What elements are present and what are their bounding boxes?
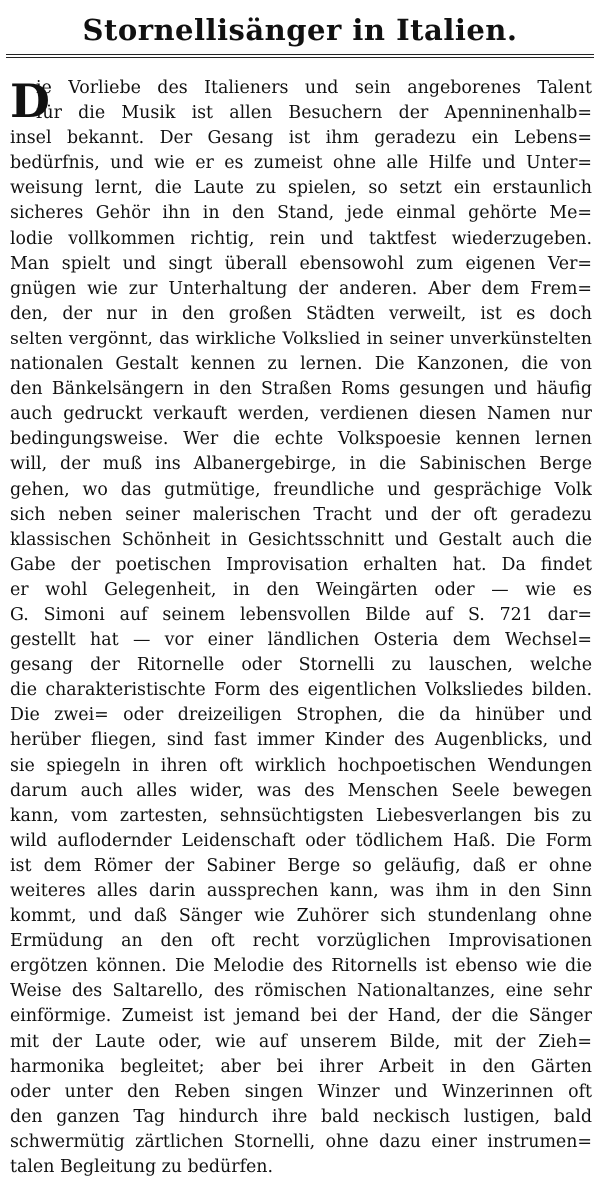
body-line: insel bekannt. Der Gesang ist ihm geradezu ein Lebens=: [10, 128, 592, 149]
body-line: den ganzen Tag hindurch ihre bald neckisch lustigen, bald: [10, 1106, 592, 1127]
body-line: oder unter den Reben singen Winzer und Winzerinnen oft: [10, 1081, 592, 1102]
body-line: ergötzen können. Die Melodie des Ritornells ist ebenso wie die: [10, 956, 592, 977]
body-line: bedürfnis, und wie er es zumeist ohne alle Hilfe und Unter=: [10, 153, 592, 174]
body-line: auch gedruckt verkauft werden, verdienen diesen Namen nur: [10, 404, 592, 425]
title-rule-bottom: [6, 57, 594, 58]
body-line: Weise des Saltarello, des römischen Nationaltanzes, eine sehr: [10, 981, 592, 1002]
body-line: mit der Laute oder, wie auf unserem Bilde, mit der Zieh=: [10, 1031, 592, 1052]
body-line: gestellt hat — vor einer ländlichen Osteria dem Wechsel=: [10, 630, 592, 651]
body-line: gehen, wo das gutmütige, freundliche und gesprächige Volk: [10, 479, 592, 500]
body-line: Gabe der poetischen Improvisation erhalten hat. Da findet: [10, 554, 592, 575]
body-line: weiteres alles darin aussprechen kann, was ihm in den Sinn: [10, 881, 592, 901]
body-line: selten vergönnt, das wirkliche Volkslied in seiner unverkünstelten: [10, 328, 592, 349]
body-line: sich neben seiner malerischen Tracht und der oft geradezu: [10, 504, 592, 525]
article-title: Stornellisänger in Italien.: [82, 13, 518, 47]
body-line: Ermüdung an den oft recht vorzüglichen Improvisationen: [10, 931, 592, 952]
body-line: den Bänkelsängern in den Straßen Roms gesungen und häufig: [10, 379, 592, 400]
drop-cap: D: [10, 74, 50, 128]
body-line: schwermütig zärtlichen Stornelli, ohne dazu einer instrumen=: [10, 1131, 592, 1152]
body-line: G. Simoni auf seinem lebensvollen Bilde auf S. 721 dar=: [10, 604, 592, 625]
body-line: gnügen wie zur Unterhaltung der anderen. Aber dem Frem=: [10, 278, 592, 299]
body-line: Man spielt und singt überall ebensowohl zum eigenen Ver=: [10, 253, 592, 274]
body-line: den, der nur in den großen Städten verweilt, ist es doch: [10, 303, 592, 324]
body-line: sicheres Gehör ihn in den Stand, jede einmal gehörte Me=: [10, 203, 592, 224]
body-line: bedingungsweise. Wer die echte Volkspoesie kennen lernen: [10, 429, 592, 450]
body-line: kann, vom zartesten, sehnsüchtigsten Liebesverlangen bis zu: [10, 805, 592, 826]
body-line: weisung lernt, die Laute zu spielen, so setzt ein erstaunlich: [10, 178, 592, 199]
body-line: nationalen Gestalt kennen zu lernen. Die Kanzonen, die von: [10, 354, 592, 375]
body-line: die charakteristischte Form des eigentlichen Volksliedes bilden.: [10, 680, 592, 701]
body-line: klassischen Schönheit in Gesichtsschnitt und Gestalt auch die: [10, 529, 592, 550]
body-line: wild auflodernder Leidenschaft oder tödlichem Haß. Die Form: [10, 830, 592, 851]
body-line: lodie vollkommen richtig, rein und taktfest wiederzugeben.: [10, 228, 592, 249]
body-line: er wohl Gelegenheit, in den Weingärten oder — wie es: [10, 579, 592, 600]
body-line: talen Begleitung zu bedürfen.: [10, 1157, 274, 1178]
body-line: ist dem Römer der Sabiner Berge so geläufig, daß er ohne: [10, 855, 592, 876]
body-line: für die Musik ist allen Besuchern der Apenninenhalb=: [36, 103, 592, 124]
body-line: gesang der Ritornelle oder Stornelli zu lauschen, welche: [10, 655, 592, 676]
body-line: herüber fliegen, sind fast immer Kinder des Augenblicks, und: [10, 730, 592, 751]
body-line: einförmige. Zumeist ist jemand bei der Hand, der die Sänger: [10, 1006, 592, 1027]
title-rule-top: [6, 54, 594, 55]
body-line: harmonika begleitet; aber bei ihrer Arbeit in den Gärten: [10, 1056, 592, 1077]
body-line: kommt, und daß Sänger wie Zuhörer sich stundenlang ohne: [10, 906, 592, 927]
body-line: ie Vorliebe des Italieners und sein angeborenes Talent: [36, 78, 592, 98]
body-line: darum auch alles wider, was des Menschen Seele bewegen: [10, 780, 592, 801]
article-body: [10, 76, 592, 1180]
body-line: Die zwei= oder dreizeiligen Strophen, die da hinüber und: [10, 705, 592, 726]
body-line: will, der muß ins Albanergebirge, in die Sabinischen Berge: [10, 454, 592, 475]
body-line: sie spiegeln in ihren oft wirklich hochpoetischen Wendungen: [10, 755, 592, 776]
